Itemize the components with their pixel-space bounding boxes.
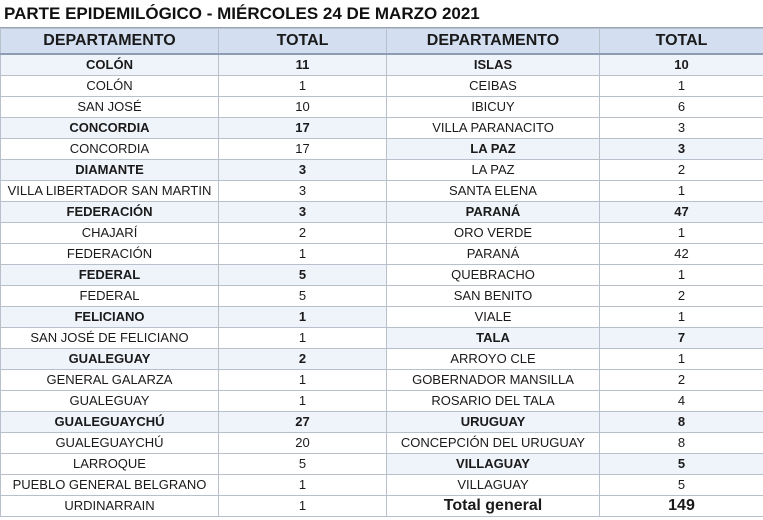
right-department-cell: CEIBAS bbox=[387, 76, 600, 97]
table-row bbox=[1, 202, 763, 223]
left-total-cell: 1 bbox=[219, 370, 387, 391]
table-row bbox=[1, 76, 763, 97]
table-row bbox=[1, 370, 763, 391]
table-row bbox=[1, 454, 763, 475]
left-total-cell: 3 bbox=[219, 160, 387, 181]
header-left-department: DEPARTAMENTO bbox=[1, 29, 219, 55]
right-total-cell: 1 bbox=[600, 76, 763, 97]
total-general-value: 149 bbox=[600, 496, 763, 517]
right-total-cell: 7 bbox=[600, 328, 763, 349]
left-department-cell: GUALEGUAYCHÚ bbox=[1, 412, 219, 433]
table-row bbox=[1, 118, 763, 139]
right-department-cell: VIALE bbox=[387, 307, 600, 328]
left-total-cell: 1 bbox=[219, 76, 387, 97]
right-department-cell: VILLA PARANACITO bbox=[387, 118, 600, 139]
left-total-cell: 2 bbox=[219, 223, 387, 244]
left-department-cell: FELICIANO bbox=[1, 307, 219, 328]
table-row bbox=[1, 391, 763, 412]
right-total-cell: 4 bbox=[600, 391, 763, 412]
right-total-cell: 47 bbox=[600, 202, 763, 223]
right-total-cell: 5 bbox=[600, 454, 763, 475]
right-total-cell: 3 bbox=[600, 139, 763, 160]
right-department-cell: ISLAS bbox=[387, 54, 600, 76]
right-department-cell: LA PAZ bbox=[387, 139, 600, 160]
left-total-cell: 10 bbox=[219, 97, 387, 118]
right-department-cell: CONCEPCIÓN DEL URUGUAY bbox=[387, 433, 600, 454]
header-right-department: DEPARTAMENTO bbox=[387, 29, 600, 55]
right-total-cell: 1 bbox=[600, 223, 763, 244]
left-department-cell: GENERAL GALARZA bbox=[1, 370, 219, 391]
right-department-cell: GOBERNADOR MANSILLA bbox=[387, 370, 600, 391]
right-department-cell: ORO VERDE bbox=[387, 223, 600, 244]
table-row bbox=[1, 223, 763, 244]
right-department-cell: TALA bbox=[387, 328, 600, 349]
left-total-cell: 5 bbox=[219, 286, 387, 307]
left-department-cell: COLÓN bbox=[1, 54, 219, 76]
left-department-cell: CHAJARÍ bbox=[1, 223, 219, 244]
left-total-cell: 1 bbox=[219, 391, 387, 412]
right-department-cell: IBICUY bbox=[387, 97, 600, 118]
right-total-cell: 1 bbox=[600, 265, 763, 286]
right-total-cell: 2 bbox=[600, 286, 763, 307]
left-department-cell: PUEBLO GENERAL BELGRANO bbox=[1, 475, 219, 496]
left-total-cell: 11 bbox=[219, 54, 387, 76]
right-department-cell: PARANÁ bbox=[387, 244, 600, 265]
left-department-cell: SAN JOSÉ bbox=[1, 97, 219, 118]
right-department-cell: VILLAGUAY bbox=[387, 454, 600, 475]
table-row bbox=[1, 433, 763, 454]
right-total-cell: 2 bbox=[600, 370, 763, 391]
right-total-cell: 5 bbox=[600, 475, 763, 496]
table-row bbox=[1, 54, 763, 76]
right-department-cell: ARROYO CLE bbox=[387, 349, 600, 370]
table-header-row bbox=[1, 29, 763, 55]
right-total-cell: 1 bbox=[600, 181, 763, 202]
left-department-cell: CONCORDIA bbox=[1, 118, 219, 139]
table-row bbox=[1, 181, 763, 202]
right-total-cell: 8 bbox=[600, 433, 763, 454]
left-department-cell: FEDERACIÓN bbox=[1, 202, 219, 223]
right-total-cell: 1 bbox=[600, 307, 763, 328]
left-total-cell: 5 bbox=[219, 454, 387, 475]
table-row bbox=[1, 160, 763, 181]
left-department-cell: SAN JOSÉ DE FELICIANO bbox=[1, 328, 219, 349]
left-department-cell: CONCORDIA bbox=[1, 139, 219, 160]
left-department-cell: FEDERAL bbox=[1, 286, 219, 307]
left-total-cell: 17 bbox=[219, 139, 387, 160]
left-total-cell: 2 bbox=[219, 349, 387, 370]
table-row bbox=[1, 412, 763, 433]
left-total-cell: 3 bbox=[219, 181, 387, 202]
left-department-cell: DIAMANTE bbox=[1, 160, 219, 181]
left-total-cell: 27 bbox=[219, 412, 387, 433]
left-total-cell: 5 bbox=[219, 265, 387, 286]
right-total-cell: 6 bbox=[600, 97, 763, 118]
table-row bbox=[1, 475, 763, 496]
left-department-cell: GUALEGUAY bbox=[1, 349, 219, 370]
left-department-cell: COLÓN bbox=[1, 76, 219, 97]
table-row bbox=[1, 307, 763, 328]
table-row bbox=[1, 349, 763, 370]
right-total-cell: 3 bbox=[600, 118, 763, 139]
right-total-cell: 1 bbox=[600, 349, 763, 370]
left-department-cell: GUALEGUAYCHÚ bbox=[1, 433, 219, 454]
department-cases-table bbox=[0, 28, 763, 517]
left-total-cell: 1 bbox=[219, 244, 387, 265]
left-total-cell: 20 bbox=[219, 433, 387, 454]
right-total-cell: 42 bbox=[600, 244, 763, 265]
table-row-total bbox=[1, 496, 763, 517]
right-department-cell: ROSARIO DEL TALA bbox=[387, 391, 600, 412]
table-row bbox=[1, 97, 763, 118]
left-total-cell: 1 bbox=[219, 475, 387, 496]
left-department-cell: URDINARRAIN bbox=[1, 496, 219, 517]
right-department-cell: SANTA ELENA bbox=[387, 181, 600, 202]
right-total-cell: 2 bbox=[600, 160, 763, 181]
left-department-cell: FEDERAL bbox=[1, 265, 219, 286]
right-department-cell: URUGUAY bbox=[387, 412, 600, 433]
table-row bbox=[1, 139, 763, 160]
left-department-cell: GUALEGUAY bbox=[1, 391, 219, 412]
right-department-cell: LA PAZ bbox=[387, 160, 600, 181]
table-body bbox=[1, 54, 763, 517]
right-department-cell: PARANÁ bbox=[387, 202, 600, 223]
right-department-cell: SAN BENITO bbox=[387, 286, 600, 307]
report-title: PARTE EPIDEMILÓGICO - MIÉRCOLES 24 DE MARZO 2021 bbox=[0, 0, 763, 28]
left-total-cell: 1 bbox=[219, 328, 387, 349]
left-total-cell: 1 bbox=[219, 307, 387, 328]
left-department-cell: VILLA LIBERTADOR SAN MARTIN bbox=[1, 181, 219, 202]
table-row bbox=[1, 286, 763, 307]
right-department-cell: VILLAGUAY bbox=[387, 475, 600, 496]
left-total-cell: 17 bbox=[219, 118, 387, 139]
left-total-cell: 3 bbox=[219, 202, 387, 223]
left-department-cell: FEDERACIÓN bbox=[1, 244, 219, 265]
right-total-cell: 10 bbox=[600, 54, 763, 76]
left-total-cell: 1 bbox=[219, 496, 387, 517]
total-general-label: Total general bbox=[387, 496, 600, 517]
table-row bbox=[1, 328, 763, 349]
header-right-total: TOTAL bbox=[600, 29, 763, 55]
right-total-cell: 8 bbox=[600, 412, 763, 433]
header-left-total: TOTAL bbox=[219, 29, 387, 55]
table-row bbox=[1, 265, 763, 286]
right-department-cell: QUEBRACHO bbox=[387, 265, 600, 286]
table-row bbox=[1, 244, 763, 265]
left-department-cell: LARROQUE bbox=[1, 454, 219, 475]
